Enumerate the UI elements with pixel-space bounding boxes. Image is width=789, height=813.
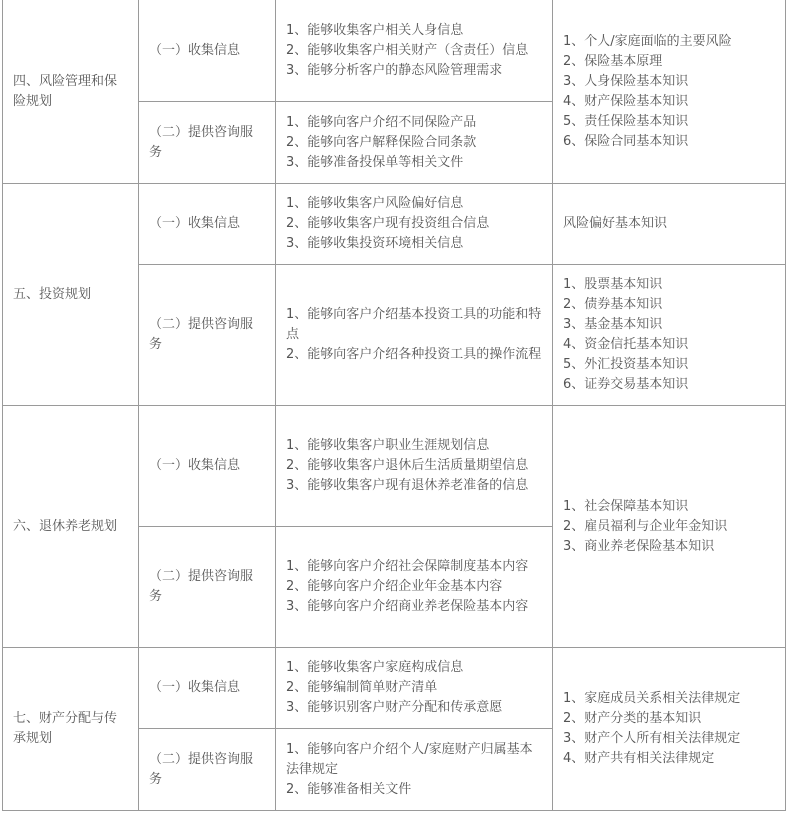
knowledge-item: 2、债券基本知识 xyxy=(563,297,663,312)
knowledge-item: 3、人身保险基本知识 xyxy=(563,73,689,89)
sub-section-label: （二）提供咨询服务 xyxy=(139,527,276,648)
table-row xyxy=(3,648,786,729)
skill-item: 2、能够向客户解释保险合同条款 xyxy=(286,134,477,150)
knowledge-requirements xyxy=(553,184,786,265)
skill-item: 2、能够向客户介绍企业年金基本内容 xyxy=(286,579,503,594)
sub-section-label: （一）收集信息 xyxy=(139,184,276,265)
skill-item: 1、能够收集客户家庭构成信息 xyxy=(286,660,464,675)
sub-section-label: （二）提供咨询服务 xyxy=(139,265,276,406)
knowledge-item: 1、家庭成员关系相关法律规定 xyxy=(563,691,741,706)
skill-item: 2、能够收集客户退休后生活质量期望信息 xyxy=(286,458,529,473)
sub-section-label: （二）提供咨询服务 xyxy=(139,102,276,184)
knowledge-requirements xyxy=(553,406,786,648)
section-title: 七、财产分配与传承规划 xyxy=(3,648,139,811)
skill-requirements xyxy=(276,648,553,729)
knowledge-item: 3、基金基本知识 xyxy=(563,317,663,332)
knowledge-item: 6、保险合同基本知识 xyxy=(563,133,689,149)
knowledge-requirements xyxy=(553,0,786,184)
skill-requirements xyxy=(276,184,553,265)
knowledge-item: 4、资金信托基本知识 xyxy=(563,337,689,352)
knowledge-item: 1、社会保障基本知识 xyxy=(563,498,689,514)
sub-section-label: （一）收集信息 xyxy=(139,406,276,527)
skill-requirements xyxy=(276,729,553,811)
table-row xyxy=(3,406,786,527)
skill-requirements xyxy=(276,102,553,184)
section-title: 五、投资规划 xyxy=(3,184,139,406)
skill-item: 1、能够收集客户相关人身信息 xyxy=(286,22,464,38)
skill-requirements xyxy=(276,265,553,406)
skill-item: 1、能够向客户介绍不同保险产品 xyxy=(286,114,477,130)
sub-section-label: （一）收集信息 xyxy=(139,0,276,102)
sub-section-label: （一）收集信息 xyxy=(139,648,276,729)
section-title: 四、风险管理和保险规划 xyxy=(3,0,139,184)
knowledge-item: 4、财产共有相关法律规定 xyxy=(563,751,715,766)
knowledge-item: 2、保险基本原理 xyxy=(563,53,663,69)
skill-requirements xyxy=(276,406,553,527)
knowledge-requirements xyxy=(553,265,786,406)
knowledge-item: 2、财产分类的基本知识 xyxy=(563,711,702,726)
knowledge-requirements xyxy=(553,648,786,811)
skill-item: 1、能够收集客户职业生涯规划信息 xyxy=(286,438,490,453)
skill-item: 1、能够向客户介绍个人/家庭财产归属基本法律规定 xyxy=(286,741,533,777)
skill-requirements xyxy=(276,527,553,648)
knowledge-item: 风险偏好基本知识 xyxy=(563,216,668,231)
skill-item: 2、能够编制简单财产清单 xyxy=(286,680,438,695)
knowledge-item: 4、财产保险基本知识 xyxy=(563,93,689,109)
skill-item: 1、能够向客户介绍基本投资工具的功能和特点 xyxy=(286,307,542,342)
skill-item: 3、能够收集投资环境相关信息 xyxy=(286,236,464,251)
skill-requirements xyxy=(276,0,553,102)
knowledge-item: 1、个人/家庭面临的主要风险 xyxy=(563,33,732,49)
knowledge-item: 3、财产个人所有相关法律规定 xyxy=(563,731,741,746)
knowledge-item: 1、股票基本知识 xyxy=(563,277,663,292)
skill-item: 2、能够收集客户相关财产（含责任）信息 xyxy=(286,42,529,58)
knowledge-item: 5、责任保险基本知识 xyxy=(563,113,689,129)
skill-item: 3、能够收集客户现有退休养老准备的信息 xyxy=(286,478,529,493)
skill-item: 2、能够准备相关文件 xyxy=(286,781,412,797)
section-title: 六、退休养老规划 xyxy=(3,406,139,648)
knowledge-item: 5、外汇投资基本知识 xyxy=(563,357,689,372)
sub-section-label: （二）提供咨询服务 xyxy=(139,729,276,811)
skill-item: 3、能够识别客户财产分配和传承意愿 xyxy=(286,700,503,715)
knowledge-item: 6、证券交易基本知识 xyxy=(563,377,689,392)
skill-item: 2、能够向客户介绍各种投资工具的操作流程 xyxy=(286,347,542,362)
knowledge-item: 2、雇员福利与企业年金知识 xyxy=(563,518,728,534)
table-row xyxy=(3,184,786,265)
skill-item: 3、能够分析客户的静态风险管理需求 xyxy=(286,62,503,78)
skill-item: 2、能够收集客户现有投资组合信息 xyxy=(286,216,490,231)
table-row xyxy=(3,0,786,102)
syllabus-table xyxy=(2,0,786,811)
knowledge-item: 3、商业养老保险基本知识 xyxy=(563,538,715,554)
skill-item: 1、能够向客户介绍社会保障制度基本内容 xyxy=(286,559,529,574)
skill-item: 1、能够收集客户风险偏好信息 xyxy=(286,196,464,211)
skill-item: 3、能够向客户介绍商业养老保险基本内容 xyxy=(286,599,529,614)
skill-item: 3、能够准备投保单等相关文件 xyxy=(286,154,464,170)
